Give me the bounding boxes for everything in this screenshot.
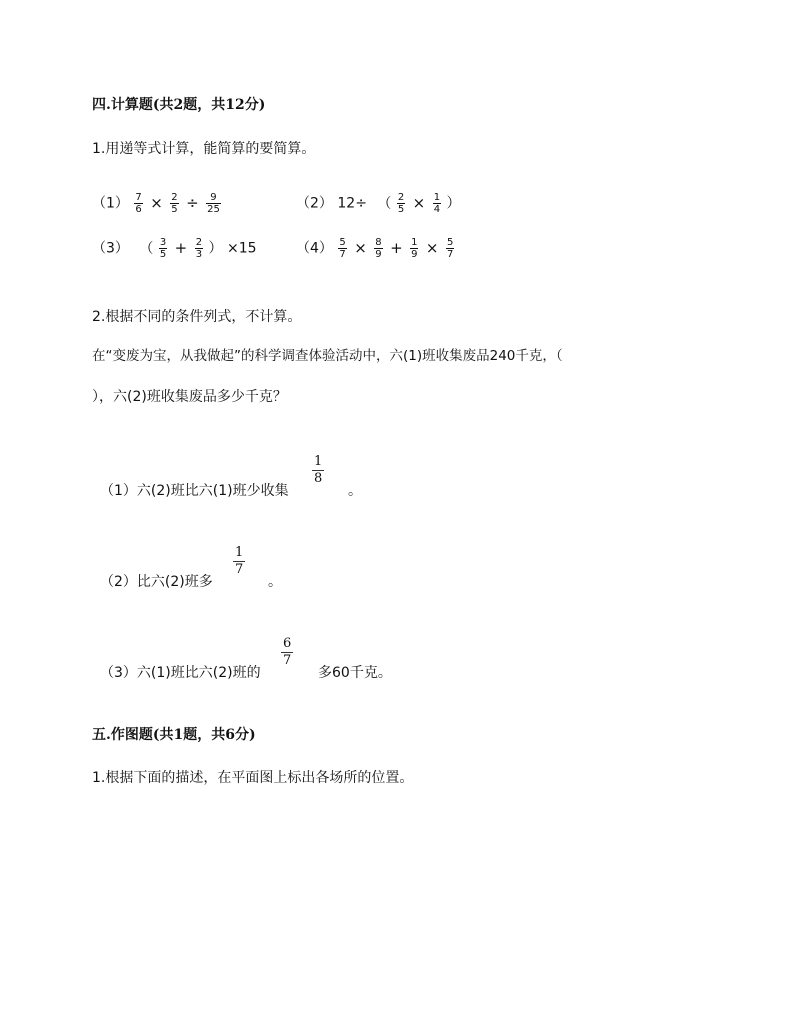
fraction: $\frac{2}{3}$ bbox=[195, 237, 203, 260]
operator: ÷ bbox=[186, 193, 199, 212]
right-paren: ） bbox=[446, 195, 461, 212]
section-4-title: 四.计算题(共2题，共12分) bbox=[92, 97, 266, 113]
left-paren: （ bbox=[139, 240, 154, 257]
fraction: $\frac{2}{5}$ bbox=[397, 192, 405, 215]
item-label: （2） bbox=[296, 195, 333, 212]
expression-lead: 12÷ bbox=[337, 195, 367, 212]
fraction: $\frac{5}{7}$ bbox=[339, 237, 346, 260]
calc-item-1 bbox=[92, 192, 222, 215]
item-label: （3） bbox=[92, 240, 129, 257]
calc-item-4 bbox=[296, 237, 455, 260]
condition-3-text: （3）六(1)班比六(2)班的 bbox=[100, 665, 261, 681]
section-5-title: 五.作图题(共1题，共6分) bbox=[92, 727, 256, 743]
condition-2-end: 。 bbox=[268, 574, 282, 590]
right-paren: ） bbox=[208, 240, 223, 257]
fraction: $\frac{7}{6}$ bbox=[135, 192, 142, 215]
condition-3-fraction: $\frac{6}{7}$ bbox=[283, 636, 292, 668]
operator: + bbox=[174, 238, 188, 257]
question-2-line-1: 在“变废为宝，从我做起”的科学调查体验活动中，六(1)班收集废品240千克，（ bbox=[92, 348, 563, 364]
question-1-prompt: 1.用递等式计算，能简算的要简算。 bbox=[92, 141, 316, 157]
condition-1-text: （1）六(2)班比六(1)班少收集 bbox=[100, 483, 289, 499]
section-5-question-1-prompt: 1.根据下面的描述，在平面图上标出各场所的位置。 bbox=[92, 770, 414, 786]
calc-item-3 bbox=[92, 237, 257, 260]
fraction: $\frac{9}{25}$ bbox=[207, 192, 220, 215]
operator: + bbox=[390, 238, 403, 257]
fraction: $\frac{3}{5}$ bbox=[159, 237, 167, 260]
condition-1-fraction: $\frac{1}{8}$ bbox=[314, 454, 323, 486]
left-paren: （ bbox=[377, 195, 392, 212]
fraction: $\frac{2}{5}$ bbox=[171, 192, 178, 215]
operator: × bbox=[425, 238, 439, 257]
calc-item-2 bbox=[296, 192, 461, 215]
expression-tail: ×15 bbox=[226, 240, 257, 257]
condition-2-fraction: $\frac{1}{7}$ bbox=[235, 545, 244, 577]
fraction: $\frac{1}{9}$ bbox=[411, 237, 418, 260]
operator: × bbox=[412, 193, 426, 212]
fraction: $\frac{1}{4}$ bbox=[433, 192, 441, 215]
item-label: （1） bbox=[92, 195, 129, 212]
question-2-line-2: ），六(2)班收集废品多少千克？ bbox=[92, 389, 287, 405]
question-2-prompt: 2.根据不同的条件列式，不计算。 bbox=[92, 309, 302, 325]
fraction: $\frac{5}{7}$ bbox=[446, 237, 454, 260]
condition-1-end: 。 bbox=[348, 483, 362, 499]
condition-3-end: 多60千克。 bbox=[318, 665, 392, 681]
item-label: （4） bbox=[296, 240, 333, 257]
fraction: $\frac{8}{9}$ bbox=[375, 237, 382, 260]
operator: × bbox=[150, 193, 163, 212]
condition-2-text: （2）比六(2)班多 bbox=[100, 574, 213, 590]
operator: × bbox=[354, 238, 367, 257]
